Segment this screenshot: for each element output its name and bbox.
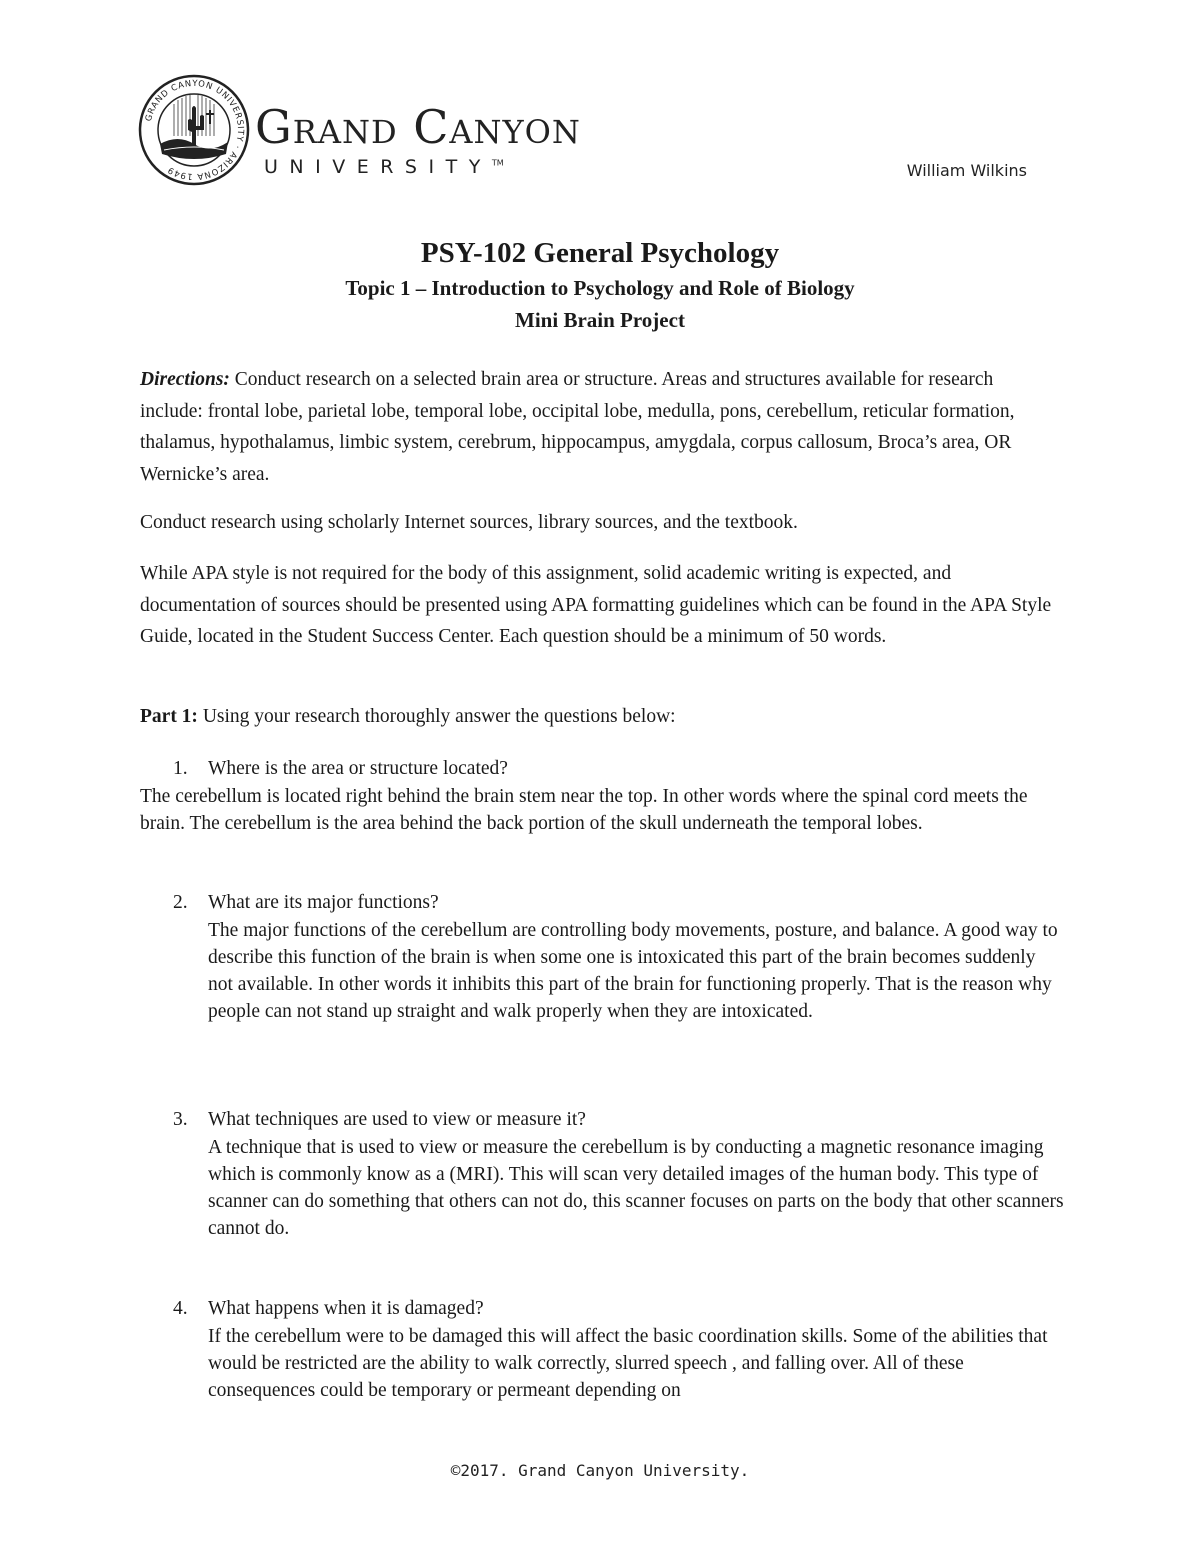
answer-text: A technique that is used to view or measure the cerebellum is by conducting a magnetic resonance imaging which is commonly know as a (MRI). This will scan very detailed images of the human body. This type of scanner can do something that others can not do, this scanner focuses on parts on the body that other scanners cannot do. bbox=[208, 1137, 1064, 1239]
question-text: What techniques are used to view or measure it? bbox=[208, 1109, 586, 1130]
author-name: William Wilkins bbox=[906, 161, 1027, 180]
part1-text: Using your research thoroughly answer the questions below: bbox=[197, 706, 676, 727]
directions-label: Directions: bbox=[140, 369, 230, 390]
part1-label: Part 1: bbox=[140, 706, 198, 727]
answer-text: The major functions of the cerebellum are controlling body movements, posture, and balance. A good way to describe this function of the brain is when some one is intoxicated this part of the brain becomes suddenly not available. In other words it inhibits this part of the brain for functioning properly. That is the reason why people can not stand up straight and walk properly when they are intoxicated. bbox=[208, 920, 1058, 1022]
question-line bbox=[140, 1295, 1065, 1323]
question-text: What are its major functions? bbox=[208, 892, 439, 913]
answer-text: If the cerebellum were to be damaged this will affect the basic coordination skills. Some of the abilities that would be restricted are the ability to walk correctly, slurred speech , and falling over. All of these consequences could be temporary or permeant depending on bbox=[208, 1326, 1048, 1401]
wordmark-sub: UNIVERSITY™ bbox=[264, 156, 504, 178]
directions-paragraph bbox=[140, 364, 1060, 490]
trademark-symbol: TM bbox=[491, 158, 504, 168]
question-number: 3. bbox=[173, 1109, 188, 1130]
question-text: What happens when it is damaged? bbox=[208, 1298, 484, 1319]
course-title: PSY-102 General Psychology bbox=[420, 237, 780, 269]
svg-text:GRAND CANYON UNIVERSITY · ARIZ: GRAND CANYON UNIVERSITY · ARIZONA 1949 bbox=[143, 78, 246, 182]
apa-note: While APA style is not required for the body of this assignment, solid academic writing is expected, and documentation of sources should be presented using APA formatting guidelines which can be found in the APA Style Guide, located in the Student Success Center. Each question should be a minimum of 50 words. bbox=[140, 563, 1052, 647]
question-item-2 bbox=[140, 889, 1065, 1025]
question-item-1 bbox=[140, 755, 1065, 837]
question-item-4 bbox=[140, 1295, 1065, 1404]
research-note: Conduct research using scholarly Internet sources, library sources, and the textbook. bbox=[140, 512, 798, 533]
directions-text: Conduct research on a selected brain area or structure. Areas and structures available for research include: frontal lobe, parietal lobe, temporal lobe, occipital lobe, medulla, pons, cerebellum, reticular formation, thalamus, hypothalamus, limbic system, cerebrum, hippocampus, amygdala, corpus callosum, Broca’s area, OR Wernicke’s area. bbox=[140, 369, 1015, 485]
question-line bbox=[140, 889, 1065, 917]
project-title: Mini Brain Project bbox=[515, 308, 685, 332]
question-number: 2. bbox=[173, 892, 188, 913]
question-line bbox=[140, 755, 1065, 783]
title-block bbox=[0, 234, 1200, 336]
copyright-footer: ©2017. Grand Canyon University. bbox=[450, 1461, 750, 1480]
university-seal-logo bbox=[138, 74, 250, 186]
answer-text: The cerebellum is located right behind the brain stem near the top. In other words where the spinal cord meets the brain. The cerebellum is the area behind the back portion of the skull underneath the temporal lobes. bbox=[140, 786, 1028, 834]
question-number: 1. bbox=[173, 758, 188, 779]
question-line bbox=[140, 1106, 1065, 1134]
university-wordmark bbox=[255, 100, 581, 178]
question-text: Where is the area or structure located? bbox=[208, 758, 508, 779]
topic-title: Topic 1 – Introduction to Psychology and Role of Biology bbox=[345, 276, 855, 300]
wordmark-main: Grand Canyon bbox=[255, 100, 581, 154]
part1-instruction bbox=[140, 701, 1060, 733]
question-number: 4. bbox=[173, 1298, 188, 1319]
question-item-3 bbox=[140, 1106, 1065, 1242]
